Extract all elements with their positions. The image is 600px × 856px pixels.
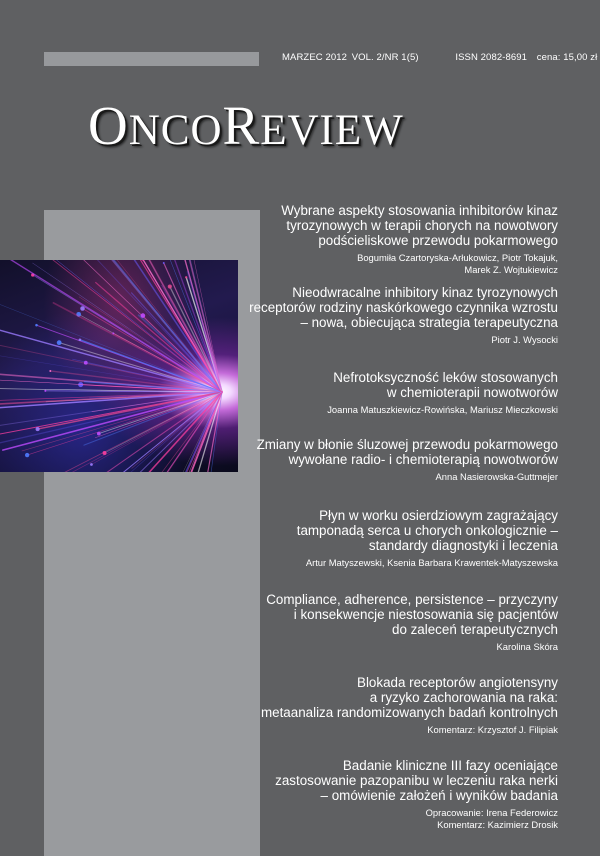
fiber-tip [168,284,172,288]
article-title: Nieodwracalne inhibitory kinaz tyrozynowych receptorów rodziny naskórkowego czynnika wzrostu – nowa, obiecująca strategia terapeutyczna [249,285,558,330]
fiber-tip [103,451,107,455]
article-7 [228,675,558,736]
article-8 [228,758,558,831]
issn: ISSN 2082-8691 [455,52,528,63]
article-title: Blokada receptorów angiotensyny a ryzyko zachorowania na raka: metaanaliza randomizowanych badań kontrolnych [260,675,558,720]
article-4 [228,437,558,483]
issue-info [282,52,598,63]
journal-logo [88,96,404,161]
logo-letters-nco: NCO [128,107,223,154]
fiber-tip [36,427,40,431]
fiber-tip [35,324,38,327]
fiber-rays [0,260,238,472]
article-5 [228,508,558,569]
article-authors: Joanna Matuszkiewicz-Rowińska, Mariusz Mieczkowski [327,404,558,415]
article-1 [228,203,558,276]
article-title: Płyn w worku osierdziowym zagrażający tamponadą serca u chorych onkologicznie – standardy diagnostyki i leczenia [296,508,558,553]
fiber-tip [57,340,62,345]
fiber-tip [141,313,146,318]
fiber-tip [163,262,165,264]
fiber-tip [44,390,46,392]
article-title: Wybrane aspekty stosowania inhibitorów kinaz tyrozynowych w terapii chorych na nowotwory podścieliskowe przewodu pokarmowego [281,203,558,248]
article-authors: Karolina Skóra [496,641,558,652]
article-authors: Artur Matyszewski, Ksenia Barbara Krawentek-Matyszewska [305,557,558,568]
article-title: Compliance, adherence, persistence – przyczyny i konsekwencje niestosowania się pacjentów do zaleceń terapeutycznych [266,592,558,637]
fiber-tip [25,453,29,457]
logo-letters-eview: EVIEW [260,107,404,154]
issue-volume: VOL. 2/NR 1(5) [351,52,419,63]
issue-date: MARZEC 2012 [282,52,347,63]
fiber-tip [49,370,51,372]
logo-letter-o: O [88,95,129,156]
fiber-optic-photo [0,260,238,472]
article-6 [228,592,558,653]
logo-letter-r: R [222,95,261,156]
fiber-ray [167,260,222,392]
fiber-tip [112,332,114,334]
article-list [228,203,558,831]
article-authors: Anna Nasierowska-Guttmejer [435,471,558,482]
article-2 [228,285,558,346]
article-title: Badanie kliniczne III fazy oceniające zastosowanie pazopanibu w leczeniu raka nerki – omówienie założeń i wyników badania [275,758,558,803]
fiber-ray [91,392,222,464]
fiber-tip [90,463,93,466]
article-authors: Komentarz: Krzysztof J. Filipiak [427,724,558,735]
article-title: Zmiany w błonie śluzowej przewodu pokarmowego wywołane radio- i chemioterapią nowotworów [256,437,558,467]
fiber-tip [185,276,187,278]
article-authors: Bogumiła Czartoryska-Arłukowicz, Piotr Tokajuk, Marek Z. Wojtukiewicz [357,252,558,275]
article-authors: Piotr J. Wysocki [491,334,558,345]
fiber-tip [79,338,82,341]
fiber-tip [97,432,101,436]
article-authors: Opracowanie: Irena Federowicz Komentarz: Kazimierz Drosik [425,807,558,830]
article-3 [228,370,558,416]
price: cena: 15,00 zł [536,52,598,63]
article-title: Nefrotoksyczność leków stosowanych w chemioterapii nowotworów [333,370,558,400]
header-bar [44,52,259,66]
